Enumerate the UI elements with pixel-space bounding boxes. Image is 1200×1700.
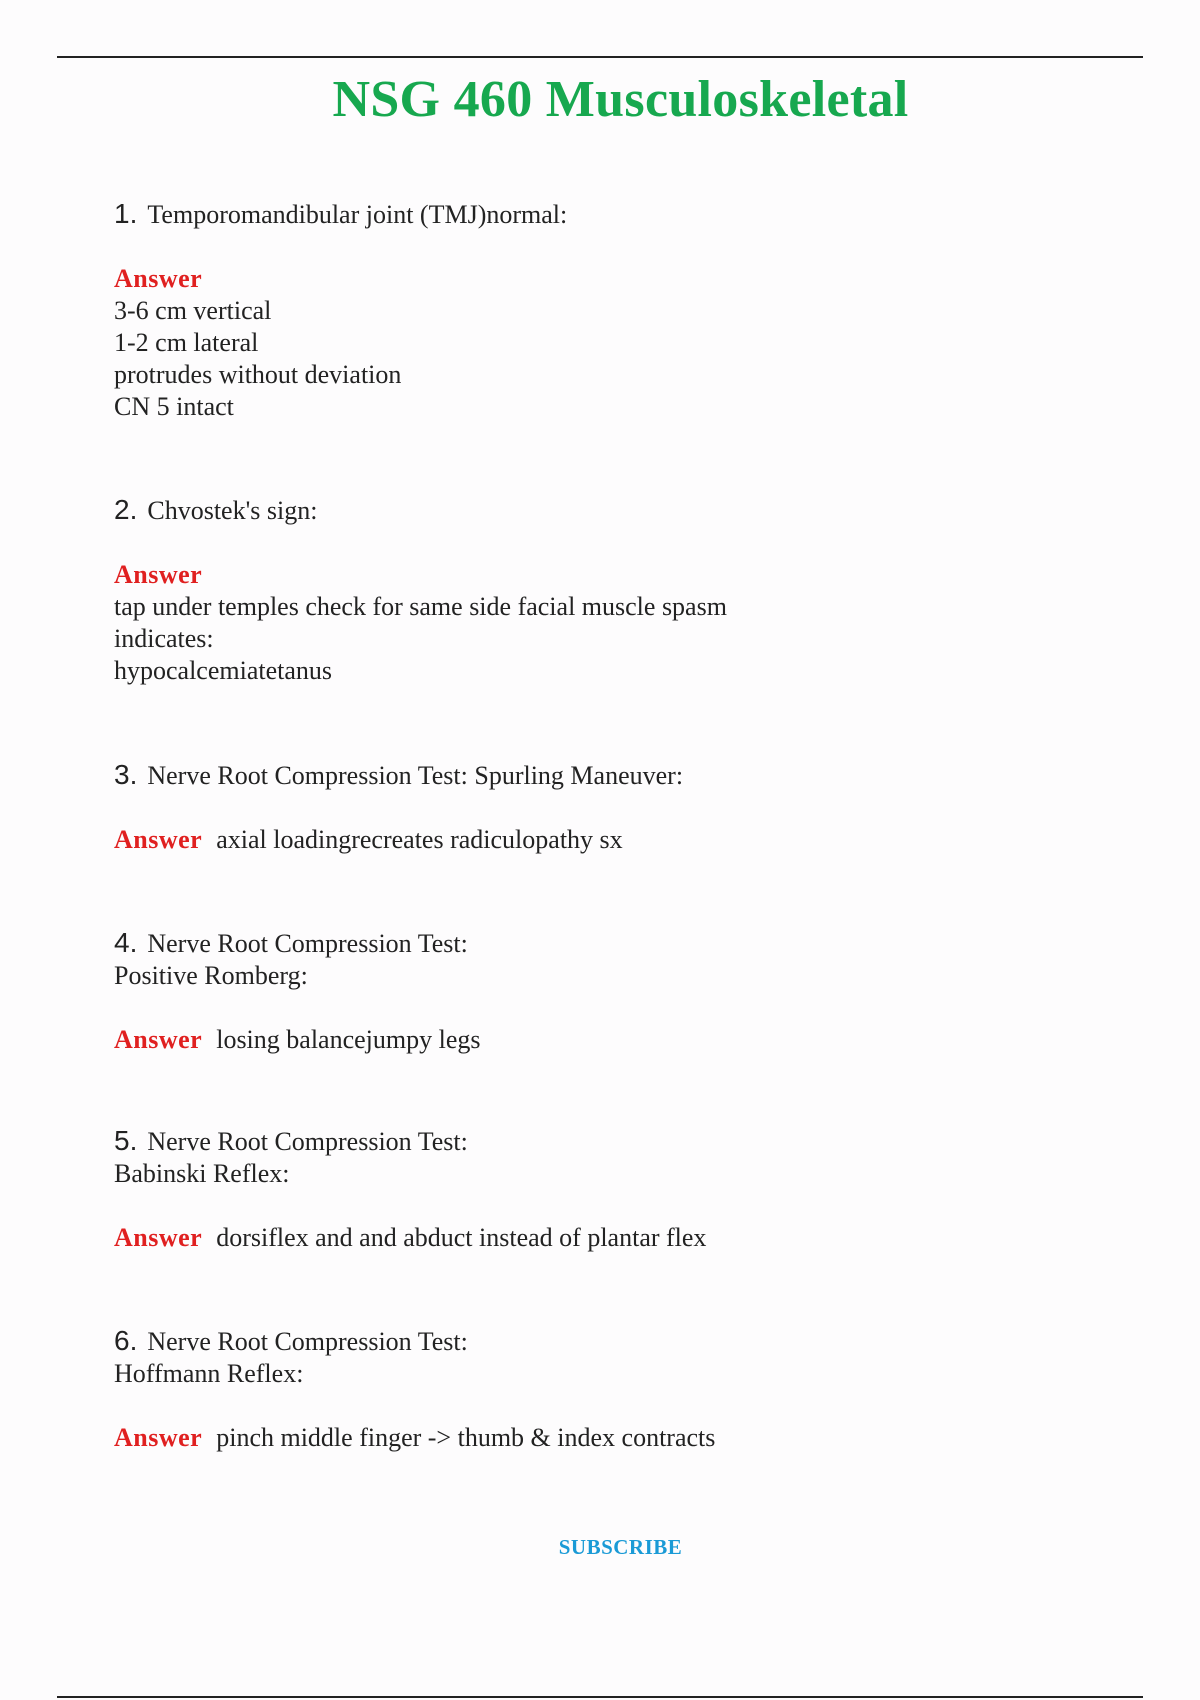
answer-text: hypocalcemiatetanus: [114, 656, 333, 685]
answer-block: [114, 1024, 1014, 1056]
answer-text: pinch middle finger -> thumb & index contracts: [216, 1423, 716, 1452]
answer-text: indicates:: [114, 624, 214, 653]
answer-text: dorsiflex and and abduct instead of plantar flex: [216, 1223, 707, 1252]
answer-label: Answer: [114, 825, 203, 854]
question-text: Nerve Root Compression Test:: [147, 1327, 468, 1356]
question-number: 4.: [114, 927, 138, 958]
question-3: [114, 759, 1014, 856]
question-text: Nerve Root Compression Test:: [147, 929, 468, 958]
question-1: [114, 198, 1014, 423]
page-title: NSG 460 Musculoskeletal: [332, 71, 909, 128]
question-6: [114, 1325, 1014, 1454]
question-4: [114, 927, 1014, 1056]
answer-label: Answer: [114, 1423, 203, 1452]
answer-label: Answer: [114, 1223, 203, 1252]
question-text: Hoffmann Reflex:: [114, 1359, 304, 1388]
question-5: [114, 1125, 1014, 1254]
answer-block: [114, 263, 1014, 423]
answer-block: [114, 559, 1014, 687]
question-text: Babinski Reflex:: [114, 1159, 290, 1188]
question-text: Nerve Root Compression Test:: [147, 1127, 468, 1156]
answer-label: Answer: [114, 560, 203, 589]
answer-text: protrudes without deviation: [114, 360, 402, 389]
bottom-rule: [57, 1696, 1143, 1698]
question-text: Temporomandibular joint (TMJ)normal:: [147, 200, 568, 229]
question-2: [114, 494, 1014, 687]
subscribe-link[interactable]: SUBSCRIBE: [558, 1535, 683, 1559]
question-text: Nerve Root Compression Test: Spurling Maneuver:: [147, 761, 684, 790]
answer-block: [114, 824, 1014, 856]
question-text: Chvostek's sign:: [147, 496, 318, 525]
question-number: 1.: [114, 198, 138, 229]
answer-block: [114, 1422, 1014, 1454]
question-number: 2.: [114, 494, 138, 525]
question-text: Positive Romberg:: [114, 961, 308, 990]
answer-block: [114, 1222, 1014, 1254]
answer-text: tap under temples check for same side facial muscle spasm: [114, 592, 727, 621]
answer-text: axial loadingrecreates radiculopathy sx: [216, 825, 623, 854]
answer-text: losing balancejumpy legs: [216, 1025, 481, 1054]
answer-text: 1-2 cm lateral: [114, 328, 259, 357]
answer-text: CN 5 intact: [114, 392, 234, 421]
question-number: 6.: [114, 1325, 138, 1356]
answer-text: 3-6 cm vertical: [114, 296, 272, 325]
question-number: 5.: [114, 1125, 138, 1156]
question-number: 3.: [114, 759, 138, 790]
top-rule: [57, 56, 1143, 58]
answer-label: Answer: [114, 264, 203, 293]
answer-label: Answer: [114, 1025, 203, 1054]
